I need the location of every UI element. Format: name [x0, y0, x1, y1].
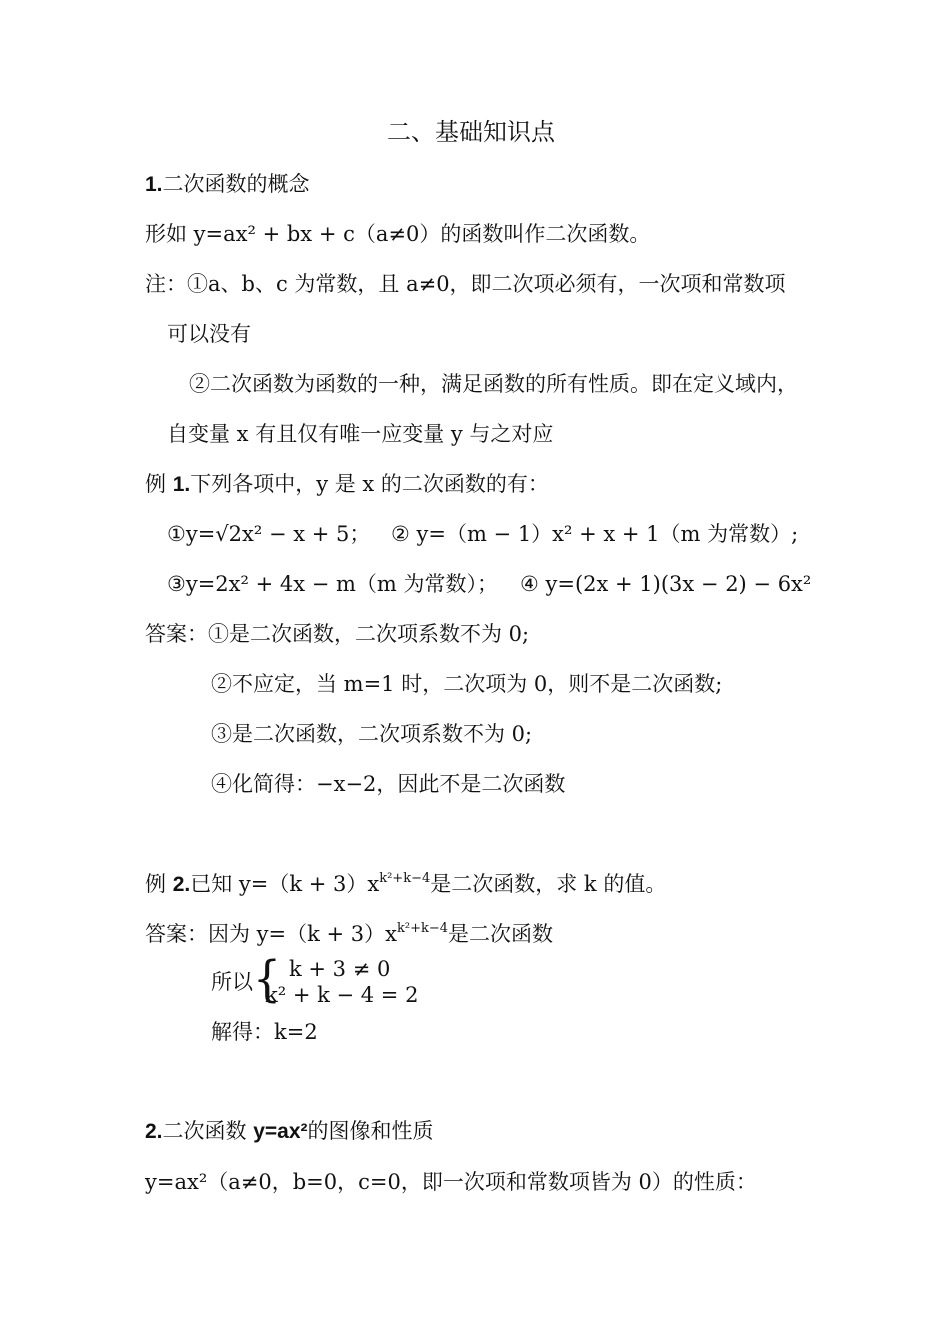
example2-number: 2.: [172, 873, 191, 896]
example1-answer4: ④化简得：−x−2，因此不是二次函数: [211, 772, 566, 796]
example1-item1: ①y=√2x² − x + 5；: [167, 522, 371, 546]
section1-heading: [145, 170, 310, 199]
section1-number: 1.: [145, 173, 163, 196]
example2-text-before: 已知 y=（k + 3）x: [190, 872, 380, 896]
example2-text-after: 是二次函数，求 k 的值。: [430, 872, 667, 896]
note2-line1: ②二次函数为函数的一种，满足函数的所有性质。即在定义域内，: [189, 372, 798, 396]
section1-heading-text: 二次函数的概念: [162, 172, 310, 196]
definition-text: 形如 y=ax² + bx + c（a≠0）的函数叫作二次函数。: [145, 222, 651, 246]
section2-heading: [145, 1117, 434, 1146]
section2-heading-c: 的图像和性质: [307, 1119, 434, 1143]
example2-answer-exponent: k²+k−4: [397, 921, 449, 936]
example2-exponent: k²+k−4: [379, 871, 431, 886]
example2-answer: [145, 920, 553, 948]
system-equation2: k² + k − 4 = 2: [265, 983, 419, 1007]
example1-item2: ② y=（m − 1）x² + x + 1（m 为常数）;: [391, 522, 799, 546]
note2-line2: 自变量 x 有且仅有唯一应变量 y 与之对应: [167, 422, 554, 446]
example2-answer-before: 答案：因为 y=（k + 3）x: [145, 922, 398, 946]
example1-item4: ④ y=(2x + 1)(3x − 2) − 6x²: [520, 572, 812, 596]
example1-item3: ③y=2x² + 4x − m（m 为常数）；: [167, 572, 499, 596]
example1-number: 1.: [172, 473, 191, 496]
example1-answer3: ③是二次函数，二次项系数不为 0;: [211, 722, 533, 746]
note1-line2: 可以没有: [167, 322, 251, 346]
section2-heading-a: 二次函数: [162, 1119, 254, 1143]
example1-answer1: 答案：①是二次函数，二次项系数不为 0;: [145, 622, 530, 646]
example2-answer-after: 是二次函数: [448, 922, 554, 946]
example2-so: 所以: [211, 970, 253, 994]
example1-prefix: 例: [145, 472, 173, 496]
section2-number: 2.: [145, 1120, 163, 1143]
section2-heading-formula: y=ax²: [253, 1120, 308, 1143]
example2-solution: 解得：k=2: [211, 1020, 318, 1044]
example2-prefix: 例: [145, 872, 173, 896]
system-brace: {: [253, 951, 281, 1008]
example1-question: [145, 470, 549, 499]
section2-text: y=ax²（a≠0，b=0，c=0，即一次项和常数项皆为 0）的性质：: [145, 1170, 757, 1194]
note1-line1: 注：①a、b、c 为常数，且 a≠0，即二次项必须有，一次项和常数项: [145, 272, 786, 296]
example1-text: 下列各项中，y 是 x 的二次函数的有：: [190, 472, 549, 496]
system-equation1: k + 3 ≠ 0: [289, 957, 391, 981]
example1-answer2: ②不应定，当 m=1 时，二次项为 0，则不是二次函数;: [211, 672, 723, 696]
example2-question: [145, 870, 666, 899]
page-title: 二、基础知识点: [387, 118, 555, 146]
